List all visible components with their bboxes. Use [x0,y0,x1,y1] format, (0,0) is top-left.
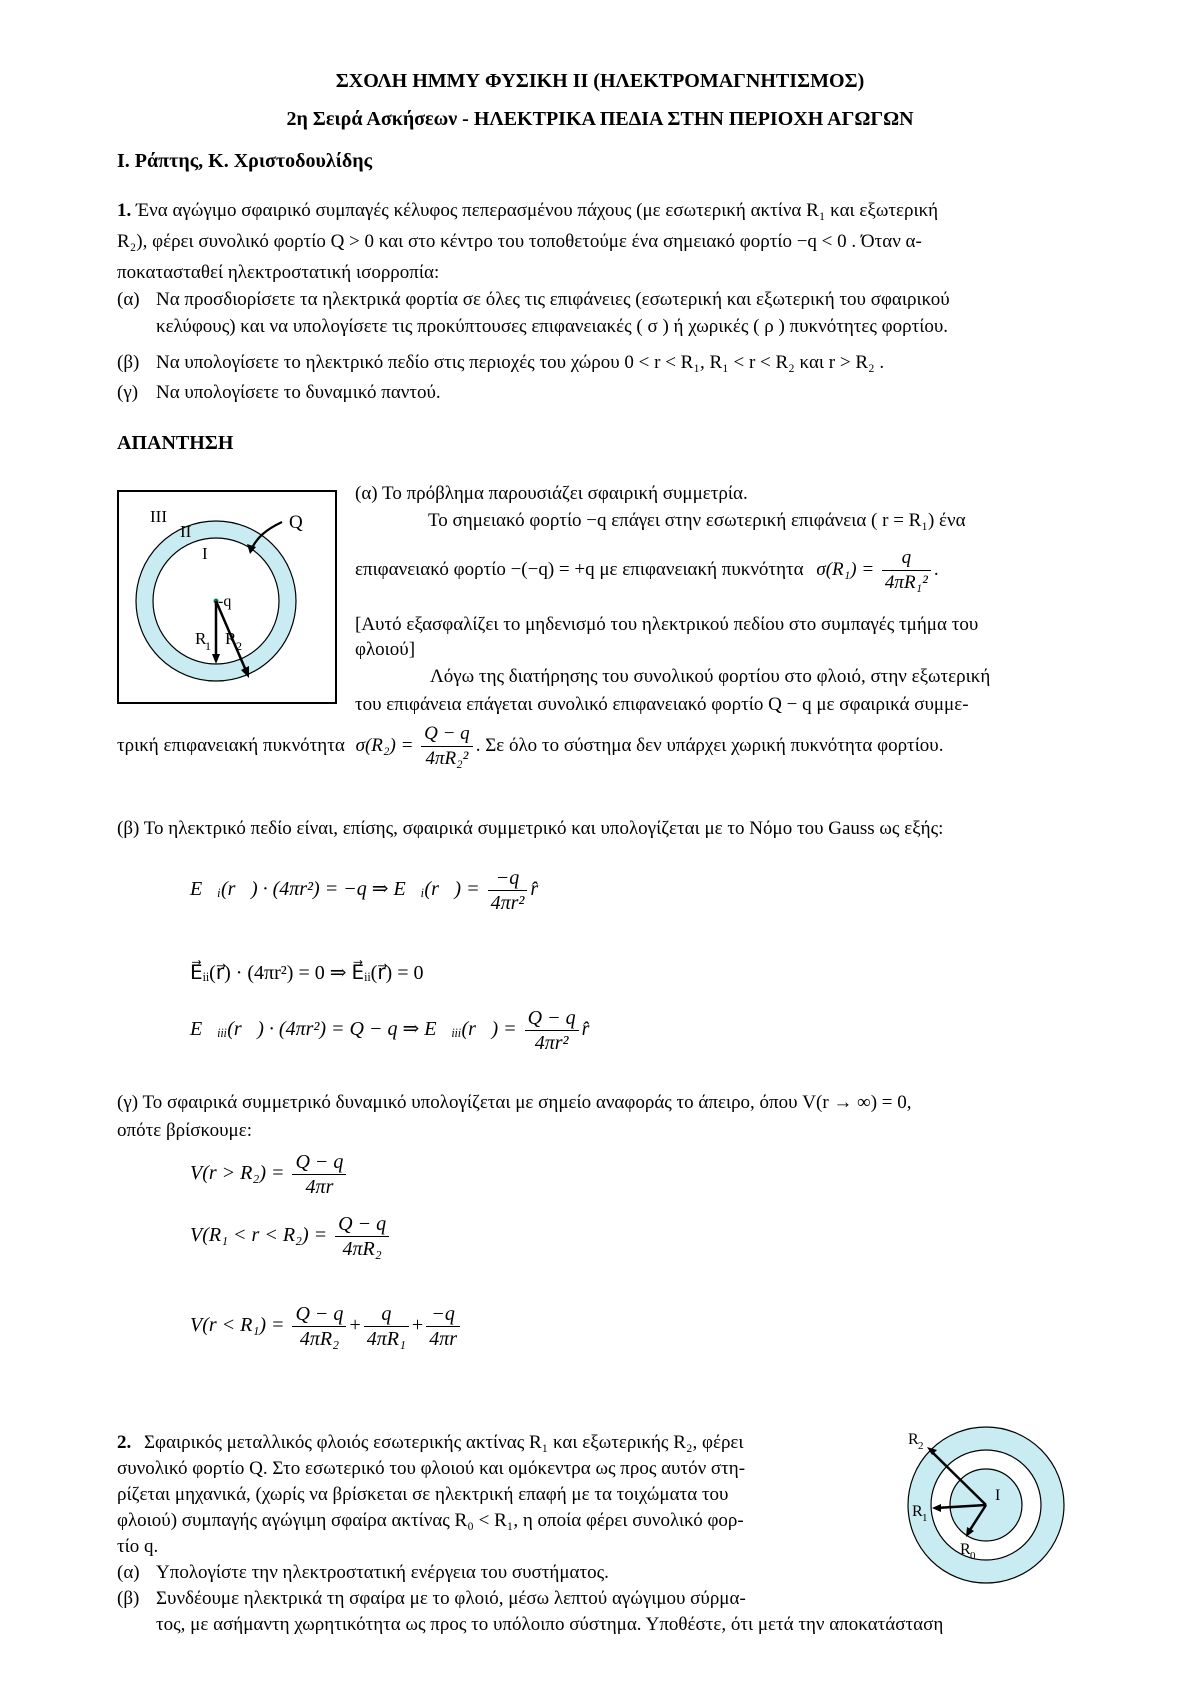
charge-Q-label: Q [289,512,303,533]
v3-term2-denominator: 4πR₁ [366,1328,406,1350]
problem1-b-label: (β) [117,352,140,373]
v3-term1-denominator: 4πR₂ [299,1328,340,1350]
v3-term3-numerator: −q [426,1302,460,1327]
equation-field-region-III [190,1006,589,1055]
v2-lhs: V(R₁ < r < R₂) = [190,1224,328,1247]
r1-subscript: 1 [922,1512,928,1524]
region-I-label: I [202,544,208,563]
charge-q-label: -q [218,593,232,610]
problem1-a-label: (α) [117,289,140,310]
region-II-label: II [180,522,192,541]
problem2-b-line1: Συνδέουμε ηλεκτρικά τη σφαίρα με το φλοιό, μέσω λεπτού αγώγιμου σύρμα- [156,1588,746,1609]
problem2-b-label: (β) [117,1588,140,1609]
eq1-lhs: E⃗ᵢ(r⃗) · (4πr²) = −q ⇒ E⃗ᵢ(r⃗) = [190,878,480,901]
v3-term2-numerator: q [364,1302,409,1327]
sigma-r1-numerator: q [882,546,931,571]
v3-term3-denominator: 4πr [429,1328,458,1350]
problem2-line3: ρίζεται μηχανικά, (χωρίς να βρίσκεται σε ηλεκτρική επαφή με τα τοιχώματα του [117,1484,729,1505]
v3-term1-numerator: Q − q [292,1302,346,1327]
answer-title: ΑΠΑΝΤΗΣΗ [117,432,234,454]
potential-shell [190,1212,392,1261]
r2-label: R [225,629,237,648]
problem2-line1: Σφαιρικός μεταλλικός φλοιός εσωτερικής ακτίνας R₁ και εξωτερικής R₂, φέρει [144,1432,744,1453]
problem2-line5: τίο q. [117,1536,159,1557]
eq1-numerator: −q [488,866,528,891]
r0-subscript: 0 [970,1550,976,1562]
figure-spherical-shell [117,490,337,704]
sigma-r2-numerator: Q − q [421,722,473,747]
answer-a-line3: επιφανειακό φορτίο −(−q) = +q με επιφανειακή πυκνότητα σ(R₁) = $\frac{q}{\text{4πR₁²}}$ . [355,547,939,593]
problem2-line2: συνολικό φορτίο Q. Στο εσωτερικό του φλοιού και ομόκεντρα ως προς αυτόν στη- [117,1458,746,1479]
v2-denominator: 4πR₂ [342,1238,382,1260]
problem2-a-label: (α) [117,1562,140,1583]
answer-a-line1: (α) Το πρόβλημα παρουσιάζει σφαιρική συμμετρία. [355,483,748,504]
potential-outside [190,1150,349,1199]
v1-lhs: V(r > R₂) = [190,1162,285,1185]
answer-c-line2: οπότε βρίσκουμε: [117,1120,252,1141]
v1-numerator: Q − q [292,1150,346,1175]
region-I-label: I [995,1487,1001,1504]
problem1-b-line1: Να υπολογίσετε το ηλεκτρικό πεδίο στις περιοχές του χώρου 0 < r < R₁, R₁ < r < R₂ και r > R₂ . [156,352,885,373]
answer-a-line8-pre: τρική επιφανειακή πυκνότητα [117,734,345,756]
answer-a-line7: του επιφάνεια επάγεται συνολικό επιφανειακό φορτίο Q − q με σφαιρικά συμμε- [355,694,969,715]
eq3-unit-vector: r̂ [581,1018,590,1041]
figure-sphere-in-shell [900,1420,1080,1588]
course-title: ΣΧΟΛΗ ΗΜΜΥ ΦΥΣΙΚΗ ΙΙ (ΗΛΕΚΤΡΟΜΑΓΝΗΤΙΣΜΟΣ) [335,70,865,92]
problem1-c-label: (γ) [117,382,139,403]
v2-numerator: Q − q [335,1212,389,1237]
problem2-b-line2: τος, με ασήμαντη χωρητικότητα ως προς το υπόλοιπο σύστημα. Υποθέστε, ότι μετά την αποκατάσταση [156,1614,944,1635]
answer-a-line5: φλοιού] [355,639,416,660]
answer-a-line6: Λόγω της διατήρησης του συνολικού φορτίου στο φλοιό, στην εξωτερική [430,666,991,687]
equation-field-region-I [190,866,538,915]
eq3-numerator: Q − q [525,1006,579,1031]
r2-subscript: 2 [236,639,242,653]
answer-b-text: (β) Το ηλεκτρικό πεδίο είναι, επίσης, σφαιρικά συμμετρικό και υπολογίζεται με το Νόμο του Gauss ως εξής: [117,818,944,839]
sigma-r2-lhs: σ(R₂) = [355,734,414,756]
problem2-line4: φλοιού) συμπαγής αγώγιμη σφαίρα ακτίνας R₀ < R₁, η οποία φέρει συνολικό φορ- [117,1510,744,1531]
problem1-c-line1: Να υπολογίσετε το δυναμικό παντού. [156,382,441,403]
answer-a-line2: Το σημειακό φορτίο −q επάγει στην εσωτερική επιφάνεια ( r = R₁) ένα [428,510,966,531]
sigma-r1-lhs: σ(R₁) = [816,558,875,580]
v3-plus1: + [349,1314,361,1337]
answer-c-line1: (γ) Το σφαιρικά συμμετρικό δυναμικό υπολογίζεται με σημείο αναφοράς το άπειρο, όπου V(r → ∞) = 0, [117,1092,912,1113]
problem1-a-line1: Να προσδιορίσετε τα ηλεκτρικά φορτία σε όλες τις επιφάνειες (εσωτερική και εξωτερική του σφαιρικού [156,289,950,310]
r0-label: R [960,1541,971,1558]
eq1-denominator: 4πr² [490,892,525,914]
problem1-number: 1. [117,200,132,221]
v3-plus2: + [411,1314,424,1337]
eq1-unit-vector: r̂ [530,878,539,901]
answer-a-line8 [117,722,943,771]
problem1-intro-line3: ποκατασταθεί ηλεκτροστατική ισορροπία: [117,262,440,283]
answer-a-line3-text: επιφανειακό φορτίο −(−q) = +q με επιφανειακή πυκνότητα [355,558,804,580]
equation-field-region-II: E⃗ᵢᵢ(r⃗) · (4πr²) = 0 ⇒ E⃗ᵢᵢ(r⃗) = 0 [190,962,424,984]
r1-label: R [912,1503,923,1520]
problem1-intro-line2: R₂), φέρει συνολικό φορτίο Q > 0 και στο κέντρο του τοποθετούμε ένα σημειακό φορτίο −q < 0 . Όταν α- [117,231,922,252]
problem2-number: 2. [117,1432,132,1453]
eq3-denominator: 4πr² [534,1032,569,1054]
r1-label: R [195,629,207,648]
answer-a-line4: [Αυτό εξασφαλίζει το μηδενισμό του ηλεκτρικού πεδίου στο συμπαγές τμήμα του [355,614,979,635]
sigma-r2-denominator: 4πR₂² [425,748,469,769]
answer-a-line8-post: . Σε όλο το σύστημα δεν υπάρχει χωρική πυκνότητα φορτίου. [475,734,944,756]
v1-denominator: 4πr [305,1176,334,1198]
region-III-label: III [150,507,167,526]
v3-lhs: V(r < R₁) = [190,1314,285,1337]
potential-inside [190,1302,463,1351]
problem1-a-line2: κελύφους) και να υπολογίσετε τις προκύπτουσες επιφανειακές ( σ ) ή χωρικές ( ρ ) πυκνότητες φορτίου. [156,316,949,337]
authors: Ι. Ράπτης, Κ. Χριστοδουλίδης [117,150,373,172]
sigma-r1-denominator: 4πR₁² [884,572,928,593]
worksheet-title: 2η Σειρά Ασκήσεων - ΗΛΕΚΤΡΙΚΑ ΠΕΔΙΑ ΣΤΗΝ ΠΕΡΙΟΧΗ ΑΓΩΓΩΝ [286,108,914,130]
eq3-lhs: E⃗ᵢᵢᵢ(r⃗) · (4πr²) = Q − q ⇒ E⃗ᵢᵢᵢ(r⃗) = [190,1018,517,1041]
r2-subscript: 2 [918,1440,924,1452]
problem2-a-text: Υπολογίστε την ηλεκτροστατική ενέργεια του συστήματος. [156,1562,609,1583]
r2-label: R [908,1431,919,1448]
r1-subscript: 1 [205,639,211,653]
problem1-intro-line1: Ένα αγώγιμο σφαιρικό συμπαγές κέλυφος πεπερασμένου πάχους (με εσωτερική ακτίνα R₁ και εξωτερική [136,200,939,221]
